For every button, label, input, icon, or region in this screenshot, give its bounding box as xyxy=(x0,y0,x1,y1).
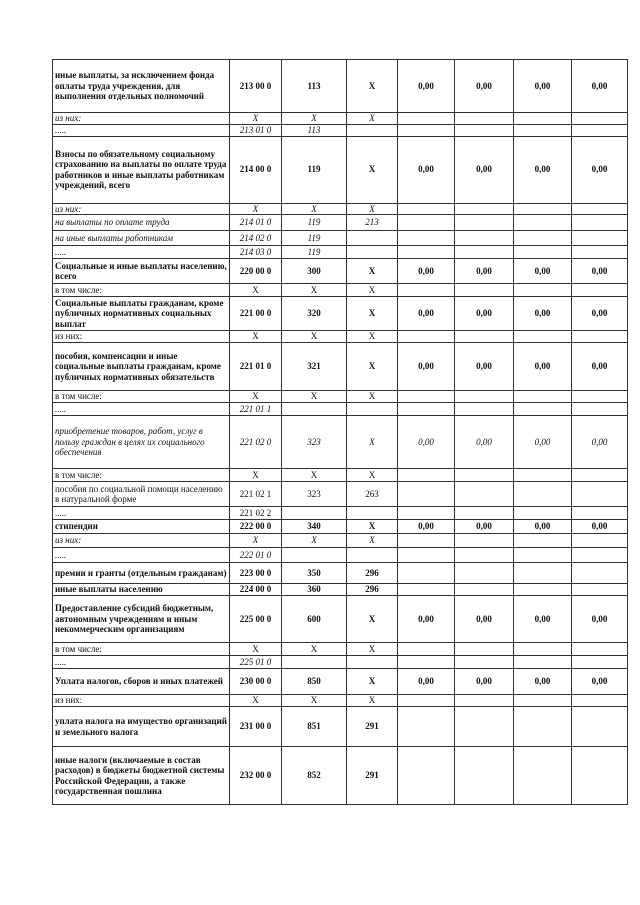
row-name-cell: премии и гранты (отдельным гражданам) xyxy=(53,563,230,584)
row-v2-cell xyxy=(455,284,514,297)
row-kr-cell: 323 xyxy=(282,482,347,507)
row-code-cell: X xyxy=(230,331,282,343)
table-row xyxy=(53,416,628,469)
row-code-cell: 222 00 0 xyxy=(230,520,282,534)
row-code-cell: 221 01 1 xyxy=(230,403,282,416)
row-v1-cell xyxy=(398,563,455,584)
row-v1-cell xyxy=(398,113,455,125)
row-code-cell: 214 03 0 xyxy=(230,246,282,259)
row-v2-cell xyxy=(455,231,514,246)
row-v1-cell xyxy=(398,707,455,747)
row-kosgu-cell: 291 xyxy=(347,747,398,805)
table-row xyxy=(53,669,628,695)
row-name-cell: приобретение товаров, работ, услуг в пользу граждан в целях их социального обеспечения xyxy=(53,416,230,469)
table-row xyxy=(53,656,628,669)
row-code-cell: 221 02 1 xyxy=(230,482,282,507)
row-name-cell: в том числе: xyxy=(53,643,230,656)
row-code-cell: X xyxy=(230,203,282,215)
row-kosgu-cell: X xyxy=(347,284,398,297)
table-row xyxy=(53,507,628,520)
table-row xyxy=(53,203,628,215)
row-v3-cell: 0,00 xyxy=(514,343,572,391)
row-v3-cell xyxy=(514,563,572,584)
row-v3-cell xyxy=(514,534,572,548)
table-row xyxy=(53,548,628,563)
row-code-cell: 213 01 0 xyxy=(230,124,282,136)
row-kr-cell: X xyxy=(282,469,347,482)
row-v4-cell xyxy=(572,507,628,520)
row-code-cell: 231 00 0 xyxy=(230,707,282,747)
row-v2-cell xyxy=(455,656,514,669)
row-kosgu-cell: 263 xyxy=(347,482,398,507)
row-v3-cell xyxy=(514,747,572,805)
table-row xyxy=(53,60,628,113)
row-v2-cell: 0,00 xyxy=(455,416,514,469)
row-kosgu-cell xyxy=(347,124,398,136)
row-name-cell: из них: xyxy=(53,331,230,343)
row-v4-cell xyxy=(572,391,628,403)
row-v4-cell xyxy=(572,563,628,584)
row-name-cell: ..... xyxy=(53,403,230,416)
row-code-cell: 221 02 2 xyxy=(230,507,282,520)
row-kr-cell: 360 xyxy=(282,584,347,596)
table-row xyxy=(53,259,628,284)
row-kr-cell: 852 xyxy=(282,747,347,805)
row-kr-cell xyxy=(282,548,347,563)
row-v1-cell xyxy=(398,215,455,231)
row-v1-cell: 0,00 xyxy=(398,669,455,695)
budget-table xyxy=(52,59,628,805)
table-row xyxy=(53,747,628,805)
row-v3-cell xyxy=(514,403,572,416)
row-v1-cell xyxy=(398,584,455,596)
row-code-cell: 213 00 0 xyxy=(230,60,282,113)
table-row xyxy=(53,482,628,507)
row-code-cell: 221 00 0 xyxy=(230,297,282,331)
row-v4-cell xyxy=(572,284,628,297)
row-v3-cell xyxy=(514,548,572,563)
row-name-cell: Предоставление субсидий бюджетным, автономным учреждениям и иным некоммерческим организациям xyxy=(53,596,230,643)
row-code-cell: 220 00 0 xyxy=(230,259,282,284)
row-v2-cell: 0,00 xyxy=(455,136,514,203)
row-v3-cell xyxy=(514,707,572,747)
row-code-cell: X xyxy=(230,391,282,403)
row-v4-cell xyxy=(572,203,628,215)
row-v3-cell xyxy=(514,584,572,596)
row-code-cell: X xyxy=(230,695,282,707)
row-v2-cell: 0,00 xyxy=(455,596,514,643)
row-code-cell: X xyxy=(230,534,282,548)
table-row xyxy=(53,469,628,482)
row-v3-cell xyxy=(514,695,572,707)
row-v4-cell xyxy=(572,331,628,343)
row-kr-cell: 113 xyxy=(282,124,347,136)
row-kosgu-cell: X xyxy=(347,416,398,469)
row-v1-cell xyxy=(398,331,455,343)
row-v1-cell xyxy=(398,124,455,136)
row-kr-cell: X xyxy=(282,695,347,707)
row-code-cell: X xyxy=(230,469,282,482)
row-v3-cell xyxy=(514,203,572,215)
row-kr-cell: 350 xyxy=(282,563,347,584)
row-kosgu-cell: X xyxy=(347,669,398,695)
row-code-cell: X xyxy=(230,284,282,297)
row-v3-cell xyxy=(514,469,572,482)
row-kr-cell: 119 xyxy=(282,246,347,259)
row-v1-cell xyxy=(398,482,455,507)
table-row xyxy=(53,643,628,656)
row-v3-cell: 0,00 xyxy=(514,416,572,469)
row-v2-cell xyxy=(455,246,514,259)
row-v4-cell xyxy=(572,215,628,231)
table-row xyxy=(53,284,628,297)
row-v3-cell xyxy=(514,284,572,297)
row-v3-cell xyxy=(514,246,572,259)
row-v2-cell xyxy=(455,482,514,507)
table-row xyxy=(53,231,628,246)
row-name-cell: иные налоги (включаемые в состав расходов) в бюджеты бюджетной системы Российской Федерации, а также государственная пошлина xyxy=(53,747,230,805)
row-name-cell: в том числе: xyxy=(53,469,230,482)
row-v4-cell: 0,00 xyxy=(572,136,628,203)
row-v2-cell xyxy=(455,563,514,584)
row-v4-cell: 0,00 xyxy=(572,297,628,331)
row-kr-cell: 323 xyxy=(282,416,347,469)
row-kosgu-cell: 296 xyxy=(347,584,398,596)
row-v4-cell xyxy=(572,246,628,259)
row-kosgu-cell: 296 xyxy=(347,563,398,584)
row-v4-cell: 0,00 xyxy=(572,60,628,113)
row-kr-cell: X xyxy=(282,534,347,548)
row-kosgu-cell xyxy=(347,548,398,563)
row-v4-cell: 0,00 xyxy=(572,416,628,469)
row-name-cell: Уплата налогов, сборов и иных платежей xyxy=(53,669,230,695)
row-kosgu-cell: X xyxy=(347,259,398,284)
row-kosgu-cell: X xyxy=(347,297,398,331)
row-code-cell: 225 01 0 xyxy=(230,656,282,669)
row-v1-cell xyxy=(398,656,455,669)
table-row xyxy=(53,331,628,343)
row-v1-cell: 0,00 xyxy=(398,136,455,203)
row-v2-cell xyxy=(455,113,514,125)
table-row xyxy=(53,113,628,125)
row-name-cell: пособия, компенсации и иные социальные выплаты гражданам, кроме публичных нормативных обязательств xyxy=(53,343,230,391)
row-name-cell: иные выплаты, за исключением фонда оплаты труда учреждения, для выполнения отдельных полномочий xyxy=(53,60,230,113)
row-v1-cell xyxy=(398,284,455,297)
row-v2-cell xyxy=(455,403,514,416)
row-v4-cell xyxy=(572,482,628,507)
row-v3-cell: 0,00 xyxy=(514,520,572,534)
row-v4-cell xyxy=(572,231,628,246)
table-row xyxy=(53,695,628,707)
row-name-cell: ..... xyxy=(53,246,230,259)
row-name-cell: в том числе: xyxy=(53,391,230,403)
row-v3-cell: 0,00 xyxy=(514,259,572,284)
row-name-cell: Социальные и иные выплаты населению, всего xyxy=(53,259,230,284)
row-code-cell: 230 00 0 xyxy=(230,669,282,695)
row-kosgu-cell: X xyxy=(347,534,398,548)
table-row xyxy=(53,297,628,331)
row-v2-cell xyxy=(455,469,514,482)
row-v3-cell xyxy=(514,482,572,507)
row-v1-cell xyxy=(398,695,455,707)
row-kosgu-cell: X xyxy=(347,331,398,343)
row-kr-cell xyxy=(282,403,347,416)
row-kr-cell: X xyxy=(282,284,347,297)
row-v1-cell xyxy=(398,747,455,805)
row-kosgu-cell: X xyxy=(347,60,398,113)
row-v3-cell xyxy=(514,391,572,403)
row-kr-cell xyxy=(282,507,347,520)
row-v4-cell: 0,00 xyxy=(572,520,628,534)
row-code-cell: 224 00 0 xyxy=(230,584,282,596)
row-v2-cell xyxy=(455,747,514,805)
row-code-cell: 221 02 0 xyxy=(230,416,282,469)
row-v4-cell xyxy=(572,124,628,136)
row-kr-cell: 340 xyxy=(282,520,347,534)
row-v1-cell xyxy=(398,534,455,548)
row-kosgu-cell: X xyxy=(347,469,398,482)
row-v1-cell: 0,00 xyxy=(398,259,455,284)
row-v1-cell: 0,00 xyxy=(398,520,455,534)
row-v1-cell xyxy=(398,643,455,656)
row-kosgu-cell: X xyxy=(347,643,398,656)
row-name-cell: в том числе: xyxy=(53,284,230,297)
row-v2-cell xyxy=(455,534,514,548)
row-v1-cell: 0,00 xyxy=(398,416,455,469)
row-name-cell: на выплаты по оплате труда xyxy=(53,215,230,231)
row-v2-cell xyxy=(455,507,514,520)
row-v1-cell xyxy=(398,231,455,246)
row-kosgu-cell: X xyxy=(347,596,398,643)
row-v3-cell xyxy=(514,656,572,669)
row-v1-cell: 0,00 xyxy=(398,60,455,113)
row-v1-cell xyxy=(398,469,455,482)
row-v4-cell: 0,00 xyxy=(572,259,628,284)
row-v4-cell xyxy=(572,656,628,669)
row-v1-cell: 0,00 xyxy=(398,596,455,643)
row-kr-cell: X xyxy=(282,113,347,125)
row-kosgu-cell: X xyxy=(347,136,398,203)
row-v4-cell xyxy=(572,747,628,805)
row-name-cell: пособия по социальной помощи населению в натуральной форме xyxy=(53,482,230,507)
row-name-cell: ..... xyxy=(53,507,230,520)
table-row xyxy=(53,391,628,403)
row-v1-cell xyxy=(398,246,455,259)
row-code-cell: 225 00 0 xyxy=(230,596,282,643)
row-v1-cell: 0,00 xyxy=(398,343,455,391)
row-kr-cell: 300 xyxy=(282,259,347,284)
row-v2-cell xyxy=(455,215,514,231)
row-v3-cell xyxy=(514,507,572,520)
row-kosgu-cell xyxy=(347,507,398,520)
row-kr-cell: X xyxy=(282,391,347,403)
row-v2-cell xyxy=(455,391,514,403)
row-v1-cell: 0,00 xyxy=(398,297,455,331)
row-name-cell: уплата налога на имущество организаций и земельного налога xyxy=(53,707,230,747)
row-v2-cell xyxy=(455,124,514,136)
row-v3-cell: 0,00 xyxy=(514,297,572,331)
row-v4-cell xyxy=(572,643,628,656)
row-v3-cell xyxy=(514,231,572,246)
row-code-cell: 214 01 0 xyxy=(230,215,282,231)
row-v4-cell xyxy=(572,534,628,548)
row-kr-cell: 119 xyxy=(282,136,347,203)
row-v3-cell: 0,00 xyxy=(514,136,572,203)
table-row xyxy=(53,136,628,203)
row-v3-cell: 0,00 xyxy=(514,669,572,695)
row-v4-cell xyxy=(572,548,628,563)
row-kr-cell: 119 xyxy=(282,215,347,231)
row-v4-cell xyxy=(572,113,628,125)
row-v1-cell xyxy=(398,548,455,563)
row-v3-cell xyxy=(514,215,572,231)
table-row xyxy=(53,584,628,596)
table-row xyxy=(53,215,628,231)
row-code-cell: 221 01 0 xyxy=(230,343,282,391)
row-v2-cell: 0,00 xyxy=(455,520,514,534)
row-kosgu-cell: 291 xyxy=(347,707,398,747)
row-v4-cell: 0,00 xyxy=(572,596,628,643)
row-v2-cell xyxy=(455,203,514,215)
row-kr-cell: X xyxy=(282,203,347,215)
row-name-cell: Социальные выплаты гражданам, кроме публичных нормативных социальных выплат xyxy=(53,297,230,331)
row-kr-cell: 320 xyxy=(282,297,347,331)
row-v4-cell xyxy=(572,403,628,416)
row-v1-cell xyxy=(398,403,455,416)
row-name-cell: на иные выплаты работникам xyxy=(53,231,230,246)
table-row xyxy=(53,534,628,548)
table-row xyxy=(53,124,628,136)
row-code-cell: 222 01 0 xyxy=(230,548,282,563)
row-name-cell: ..... xyxy=(53,124,230,136)
row-kr-cell: 113 xyxy=(282,60,347,113)
row-name-cell: иные выплаты населению xyxy=(53,584,230,596)
row-code-cell: 223 00 0 xyxy=(230,563,282,584)
table-row xyxy=(53,403,628,416)
row-v2-cell xyxy=(455,695,514,707)
row-kosgu-cell: X xyxy=(347,391,398,403)
row-v3-cell xyxy=(514,643,572,656)
row-v3-cell: 0,00 xyxy=(514,596,572,643)
row-name-cell: из них: xyxy=(53,113,230,125)
table-row xyxy=(53,246,628,259)
row-kr-cell: 321 xyxy=(282,343,347,391)
row-code-cell: X xyxy=(230,113,282,125)
row-kosgu-cell: X xyxy=(347,203,398,215)
row-v2-cell: 0,00 xyxy=(455,669,514,695)
row-name-cell: из них: xyxy=(53,534,230,548)
row-v2-cell: 0,00 xyxy=(455,297,514,331)
row-kosgu-cell: X xyxy=(347,520,398,534)
row-kr-cell: 119 xyxy=(282,231,347,246)
row-v2-cell: 0,00 xyxy=(455,343,514,391)
row-v4-cell: 0,00 xyxy=(572,669,628,695)
row-code-cell: 214 02 0 xyxy=(230,231,282,246)
row-name-cell: ..... xyxy=(53,548,230,563)
table-row xyxy=(53,520,628,534)
row-v3-cell: 0,00 xyxy=(514,60,572,113)
row-code-cell: X xyxy=(230,643,282,656)
table-row xyxy=(53,343,628,391)
row-v2-cell xyxy=(455,584,514,596)
row-v2-cell xyxy=(455,331,514,343)
row-v3-cell xyxy=(514,113,572,125)
row-v2-cell xyxy=(455,643,514,656)
row-kosgu-cell xyxy=(347,231,398,246)
row-v2-cell: 0,00 xyxy=(455,60,514,113)
row-name-cell: стипендии xyxy=(53,520,230,534)
row-kr-cell: 851 xyxy=(282,707,347,747)
row-v1-cell xyxy=(398,203,455,215)
row-kosgu-cell xyxy=(347,656,398,669)
row-v3-cell xyxy=(514,124,572,136)
row-name-cell: из них: xyxy=(53,203,230,215)
row-kr-cell: X xyxy=(282,643,347,656)
row-v4-cell xyxy=(572,695,628,707)
row-v2-cell: 0,00 xyxy=(455,259,514,284)
row-v2-cell xyxy=(455,548,514,563)
row-v4-cell xyxy=(572,707,628,747)
row-kr-cell: X xyxy=(282,331,347,343)
row-kosgu-cell: X xyxy=(347,113,398,125)
row-v1-cell xyxy=(398,391,455,403)
row-code-cell: 232 00 0 xyxy=(230,747,282,805)
row-kosgu-cell xyxy=(347,403,398,416)
row-v4-cell xyxy=(572,584,628,596)
table-row xyxy=(53,563,628,584)
row-kr-cell: 850 xyxy=(282,669,347,695)
row-v4-cell: 0,00 xyxy=(572,343,628,391)
row-v1-cell xyxy=(398,507,455,520)
table-row xyxy=(53,707,628,747)
row-code-cell: 214 00 0 xyxy=(230,136,282,203)
row-v2-cell xyxy=(455,707,514,747)
row-name-cell: ..... xyxy=(53,656,230,669)
row-kosgu-cell: 213 xyxy=(347,215,398,231)
row-kosgu-cell xyxy=(347,246,398,259)
row-name-cell: из них: xyxy=(53,695,230,707)
row-kr-cell xyxy=(282,656,347,669)
row-kr-cell: 600 xyxy=(282,596,347,643)
row-kosgu-cell: X xyxy=(347,695,398,707)
table-row xyxy=(53,596,628,643)
row-kosgu-cell: X xyxy=(347,343,398,391)
row-v4-cell xyxy=(572,469,628,482)
row-name-cell: Взносы по обязательному социальному страхованию на выплаты по оплате труда работников и иные выплаты работникам учреждений, всего xyxy=(53,136,230,203)
row-v3-cell xyxy=(514,331,572,343)
